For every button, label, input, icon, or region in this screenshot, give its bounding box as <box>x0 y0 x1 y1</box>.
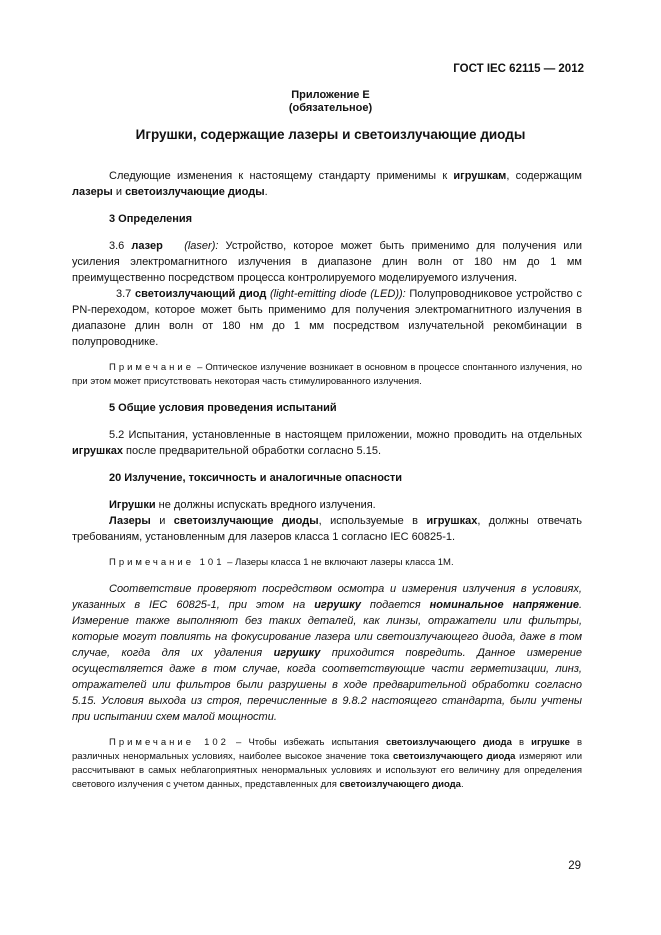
definition-3-7 <box>72 286 582 350</box>
note-101 <box>72 556 582 570</box>
section-5-heading: 5 Общие условия проведения испытаний <box>109 402 337 414</box>
note-label: Примечание 101 <box>109 557 225 568</box>
term-run: игрушку <box>314 599 361 611</box>
text-run: и <box>150 515 174 527</box>
appendix-heading <box>0 89 661 115</box>
term-run: игрушке <box>531 737 570 748</box>
note-label: Примечание 102 <box>109 737 229 748</box>
paragraph-20-b <box>72 513 582 545</box>
text-run: – Оптическое излучение возникает в основном в процессе спонтанного излучения, но при этом может присутствовать некоторая часть стимулированного излучения. <box>72 362 582 387</box>
text-run: после предварительной обработки согласно 5.15. <box>122 445 381 457</box>
term-run: светоизлучающего диода <box>339 779 461 790</box>
text-run: не должны испускать вредного излучения. <box>155 499 376 511</box>
term-run: лазеры <box>72 186 113 198</box>
term-run: Игрушки <box>109 499 156 511</box>
text-run: 3.7 <box>116 288 135 300</box>
term-run: игрушках <box>426 515 478 527</box>
text-run: . Измерение также выполняют без таких деталей, как линзы, отражатели или фильтры, которые могут повлиять на фокусирование лазера или светоизлучающего диода, даже в том случае, когда для их удаления <box>72 599 583 659</box>
document-body <box>72 168 582 792</box>
text-run: приходится повредить. Данное измерение осуществляется даже в том случае, когда соответствующие части герметизации, линз, отражателей или фильтров были разрушены в ходе предварительной обработки согласно 5.15. Условия выхода из строя, перечисленные в 9.8.2 настоящего стандарта, были учтены при испытании схем малой мощности. <box>72 647 582 723</box>
note-label: Примечание <box>109 362 194 373</box>
definition-3-6 <box>72 238 582 286</box>
text-run: – Лазеры класса 1 не включают лазеры класса 1М. <box>224 557 454 568</box>
text-run: 5.2 Испытания, установленные в настоящем приложении, можно проводить на отдельных <box>109 429 582 441</box>
appendix-name: Приложение Е <box>291 89 370 101</box>
paragraph-5-2 <box>72 427 582 459</box>
term-run: светоизлучающие диоды <box>173 515 319 527</box>
section-3-heading: 3 Определения <box>109 213 193 225</box>
text-run: , используемые в <box>318 515 427 527</box>
text-run: . <box>460 779 464 790</box>
term-run: светоизлучающий диод <box>134 288 267 300</box>
term-run: игрушках <box>72 445 123 457</box>
text-run: Полупроводниковое устройство с PN-переходом, которое может быть применимо для получения электромагнитного излучения в диапазоне длин волн от 180 нм до 1 мм посредством излучательной рекомбинации в полупроводнике. <box>72 288 582 348</box>
text-run: , должны отвечать требованиям, установленным для лазеров класса 1 согласно IEC 60825-1. <box>72 515 582 543</box>
term-run: светоизлучающие диоды <box>125 186 265 198</box>
intro-paragraph <box>72 168 582 200</box>
text-run: Соответствие проверяют посредством осмотра и измерения излучения в условиях, указанных в IEC 60825-1, при этом на <box>72 583 582 611</box>
text-run: . <box>264 186 268 198</box>
section-20-heading: 20 Излучение, токсичность и аналогичные опасности <box>109 472 403 484</box>
term-run: светоизлучающего диода <box>392 751 516 762</box>
term-run: лазер <box>131 240 163 252</box>
paragraph-20-a <box>72 497 582 513</box>
page-title: Игрушки, содержащие лазеры и светоизлучающие диоды <box>135 127 526 142</box>
appendix-status: (обязательное) <box>288 102 373 114</box>
text-run: Устройство, которое может быть применимо для получения или усиления электромагнитного излучения в диапазоне длин волн от 180 нм до 1 мм преимущественно посредством процесса контролируемого моделируемого излучения. <box>72 240 582 284</box>
term-run: светоизлучающего диода <box>385 737 512 748</box>
note-102 <box>72 736 582 792</box>
term-run: игрушку <box>273 647 321 659</box>
text-run: 3.6 <box>109 240 132 252</box>
english-term: (laser): <box>184 240 219 252</box>
term-run: Лазеры <box>109 515 151 527</box>
text-run: и <box>112 186 126 198</box>
term-run: игрушкам <box>453 170 507 182</box>
text-run: , содержащим <box>506 170 582 182</box>
compliance-paragraph <box>72 581 582 725</box>
text-run: подается <box>360 599 430 611</box>
text-run: в <box>511 737 532 748</box>
text-run: в различных ненормальных условиях, наиболее высокое значение тока <box>72 737 583 762</box>
text-run: Следующие изменения к настоящему стандарту применимы к <box>109 170 454 182</box>
text-run: измеряют или рассчитывают в самых неблагоприятных ненормальных условиях и используют его величину для определения светового излучения с учетом данных, представленных для <box>72 751 582 790</box>
english-term: (light-emitting diode (LED)): <box>270 288 406 300</box>
page-number: 29 <box>568 860 581 872</box>
term-run: номинальное напряжение <box>429 599 579 611</box>
text-run: – Чтобы избежать испытания <box>228 737 386 748</box>
note-1 <box>72 361 582 389</box>
standard-header: ГОСТ IEC 62115 — 2012 <box>453 63 584 75</box>
